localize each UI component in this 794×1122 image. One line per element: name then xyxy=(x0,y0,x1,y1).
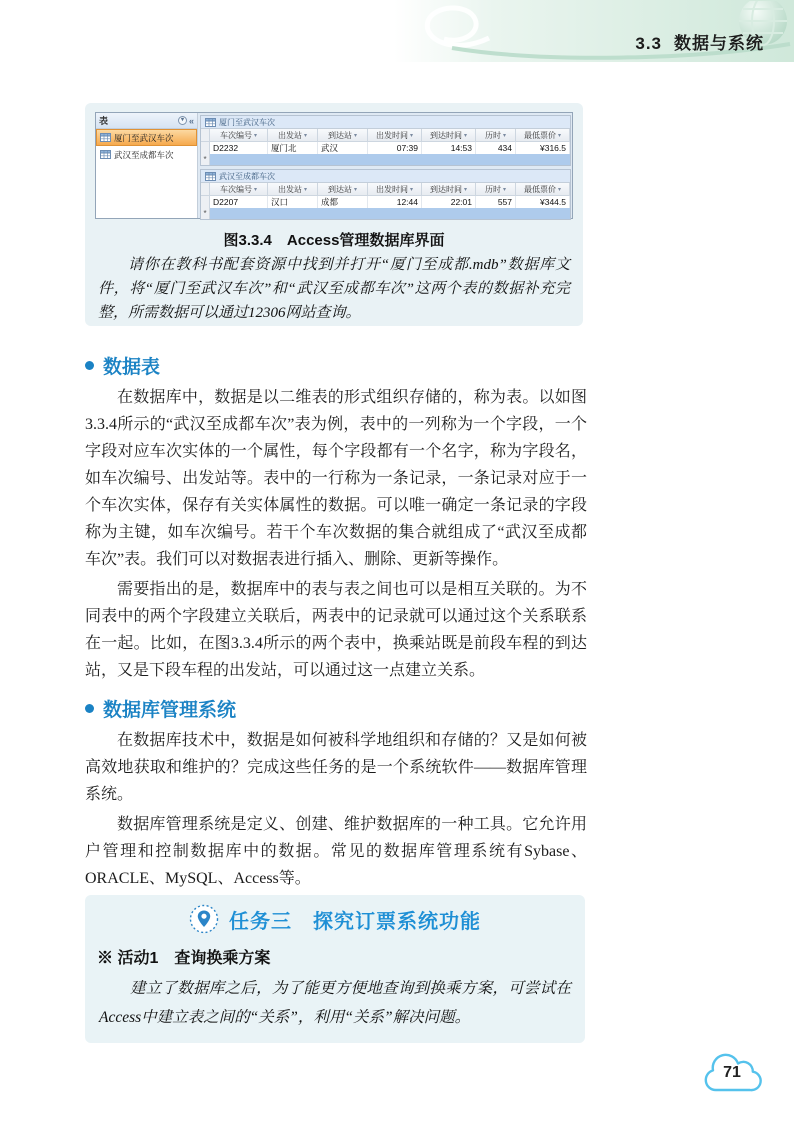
figure-caption: 图3.3.4 Access管理数据库界面 xyxy=(223,232,445,249)
column-header: 出发时间 ▾ xyxy=(368,183,422,196)
cell-arrive-station: 武汉 xyxy=(318,142,368,154)
table-icon xyxy=(205,118,216,127)
record-selector xyxy=(201,196,210,208)
cell-depart-time: 07:39 xyxy=(368,142,422,154)
cell-arrive-time: 14:53 xyxy=(422,142,476,154)
column-header: 车次编号 ▾ xyxy=(210,129,268,142)
new-record-highlight xyxy=(210,154,570,165)
column-header: 到达站 ▾ xyxy=(318,129,368,142)
cell-train-no: D2232 xyxy=(210,142,268,154)
new-record-marker: * xyxy=(201,154,210,165)
table-row xyxy=(201,196,570,208)
new-record-row xyxy=(201,154,570,165)
corner-cell xyxy=(201,129,210,142)
bullet-icon xyxy=(85,361,94,370)
cell-arrive-time: 22:01 xyxy=(422,196,476,208)
figure-tip-text: 请你在教科书配套资源中找到并打开“厦门至成都.mdb”数据库文件，将“厦门至武汉车次”和“武汉至成都车次”这两个表的数据补充完整，所需数据可以通过12306网站查询。 xyxy=(98,257,570,321)
paragraph: 数据库管理系统是定义、创建、维护数据库的一种工具。它允许用户管理和控制数据库中的数据。常见的数据库管理系统有Sybase、ORACLE、MySQL、Access等。 xyxy=(85,816,587,887)
task-title: 任务三 探究订票系统功能 xyxy=(229,910,481,933)
cell-duration: 557 xyxy=(476,196,516,208)
access-nav-pane xyxy=(96,113,198,218)
column-header: 历时 ▾ xyxy=(476,183,516,196)
figure-panel xyxy=(85,103,583,326)
paragraph: 在数据库技术中，数据是如何被科学地组织和存储的？又是如何被高效地获取和维护的？完成这些任务的是一个系统软件——数据库管理系统。 xyxy=(85,732,587,803)
datasheet-tab xyxy=(201,116,570,129)
location-pin-icon xyxy=(189,904,219,934)
column-header: 最低票价 ▾ xyxy=(516,129,570,142)
access-datasheet-area xyxy=(198,113,572,218)
cell-lowest-price: ¥316.5 xyxy=(516,142,570,154)
section-header xyxy=(635,29,764,54)
nav-item-label: 武汉至成都车次 xyxy=(114,149,174,160)
section-number: 3.3 xyxy=(635,34,662,53)
nav-item-table xyxy=(96,146,197,163)
table-icon xyxy=(205,172,216,181)
column-header: 到达时间 ▾ xyxy=(422,129,476,142)
section-heading-datatable xyxy=(85,352,587,379)
page-number-cloud xyxy=(700,1052,764,1098)
dropdown-circle-icon: ▾ xyxy=(178,116,187,125)
cell-arrive-station: 成都 xyxy=(318,196,368,208)
column-header: 出发时间 ▾ xyxy=(368,129,422,142)
table-icon xyxy=(100,133,111,142)
column-header: 出发站 ▾ xyxy=(268,129,318,142)
nav-item-table xyxy=(96,129,197,146)
column-header: 车次编号 ▾ xyxy=(210,183,268,196)
body-column xyxy=(85,352,587,895)
column-header: 最低票价 ▾ xyxy=(516,183,570,196)
access-nav-header xyxy=(96,113,197,129)
new-record-marker: * xyxy=(201,208,210,219)
column-header: 出发站 ▾ xyxy=(268,183,318,196)
column-header-row xyxy=(201,129,570,142)
column-header: 到达时间 ▾ xyxy=(422,183,476,196)
page-header-banner xyxy=(394,0,794,62)
cell-lowest-price: ¥344.5 xyxy=(516,196,570,208)
table-icon xyxy=(100,150,111,159)
task-banner xyxy=(85,895,585,934)
new-record-highlight xyxy=(210,208,570,219)
paragraph: 需要指出的是，数据库中的表与表之间也可以是相互关联的。为不同表中的两个字段建立关联后，两表中的记录就可以通过这个关系联系在一起。比如，在图3.3.4所示的两个表中，换乘站既是前段车程的到达站，又是下段车程的出发站，可以通过这一点建立关系。 xyxy=(85,581,587,679)
nav-pane-title: 表 xyxy=(99,116,109,126)
column-header-row xyxy=(201,183,570,196)
cell-depart-station: 汉口 xyxy=(268,196,318,208)
datasheet-tab-label: 武汉至成都车次 xyxy=(219,171,275,181)
corner-cell xyxy=(201,183,210,196)
page-number: 71 xyxy=(723,1064,741,1081)
cell-depart-station: 厦门北 xyxy=(268,142,318,154)
activity-paragraph: 建立了数据库之后，为了能更方便地查询到换乘方案，可尝试在Access中建立表之间的“关系”，利用“关系”解决问题。 xyxy=(99,980,571,1026)
cell-train-no: D2207 xyxy=(210,196,268,208)
section-heading-label: 数据表 xyxy=(103,357,161,378)
section-heading-dbms xyxy=(85,695,587,722)
table-row xyxy=(201,142,570,154)
activity-heading: ※ 活动1 查询换乘方案 xyxy=(97,950,271,967)
column-header: 到达站 ▾ xyxy=(318,183,368,196)
cell-duration: 434 xyxy=(476,142,516,154)
bullet-icon xyxy=(85,704,94,713)
access-window-screenshot xyxy=(95,112,573,219)
task-panel xyxy=(85,895,585,1043)
datasheet-tab-label: 厦门至武汉车次 xyxy=(219,117,275,127)
column-header: 历时 ▾ xyxy=(476,129,516,142)
new-record-row xyxy=(201,208,570,219)
datasheet-panel xyxy=(200,115,571,166)
cell-depart-time: 12:44 xyxy=(368,196,422,208)
datasheet-panel xyxy=(200,169,571,220)
datasheet-tab xyxy=(201,170,570,183)
section-heading-label: 数据库管理系统 xyxy=(103,700,237,721)
section-title: 数据与系统 xyxy=(674,34,764,53)
collapse-pane-icon: « xyxy=(188,115,194,126)
record-selector xyxy=(201,142,210,154)
nav-item-label: 厦门至武汉车次 xyxy=(114,132,174,143)
paragraph: 在数据库中，数据是以二维表的形式组织存储的，称为表。以如图3.3.4所示的“武汉至成都车次”表为例，表中的一列称为一个字段，一个字段对应车次实体的一个属性，每个字段都有一个名字，称为字段名，如车次编号、出发站等。表中的一行称为一条记录，一条记录对应于一个车次实体，保存有关实体属性的数据。可以唯一确定一条记录的字段称为主键，如车次编号。若干个车次数据的集合就组成了“武汉至成都车次”表。我们可以对数据表进行插入、删除、更新等操作。 xyxy=(85,389,587,568)
